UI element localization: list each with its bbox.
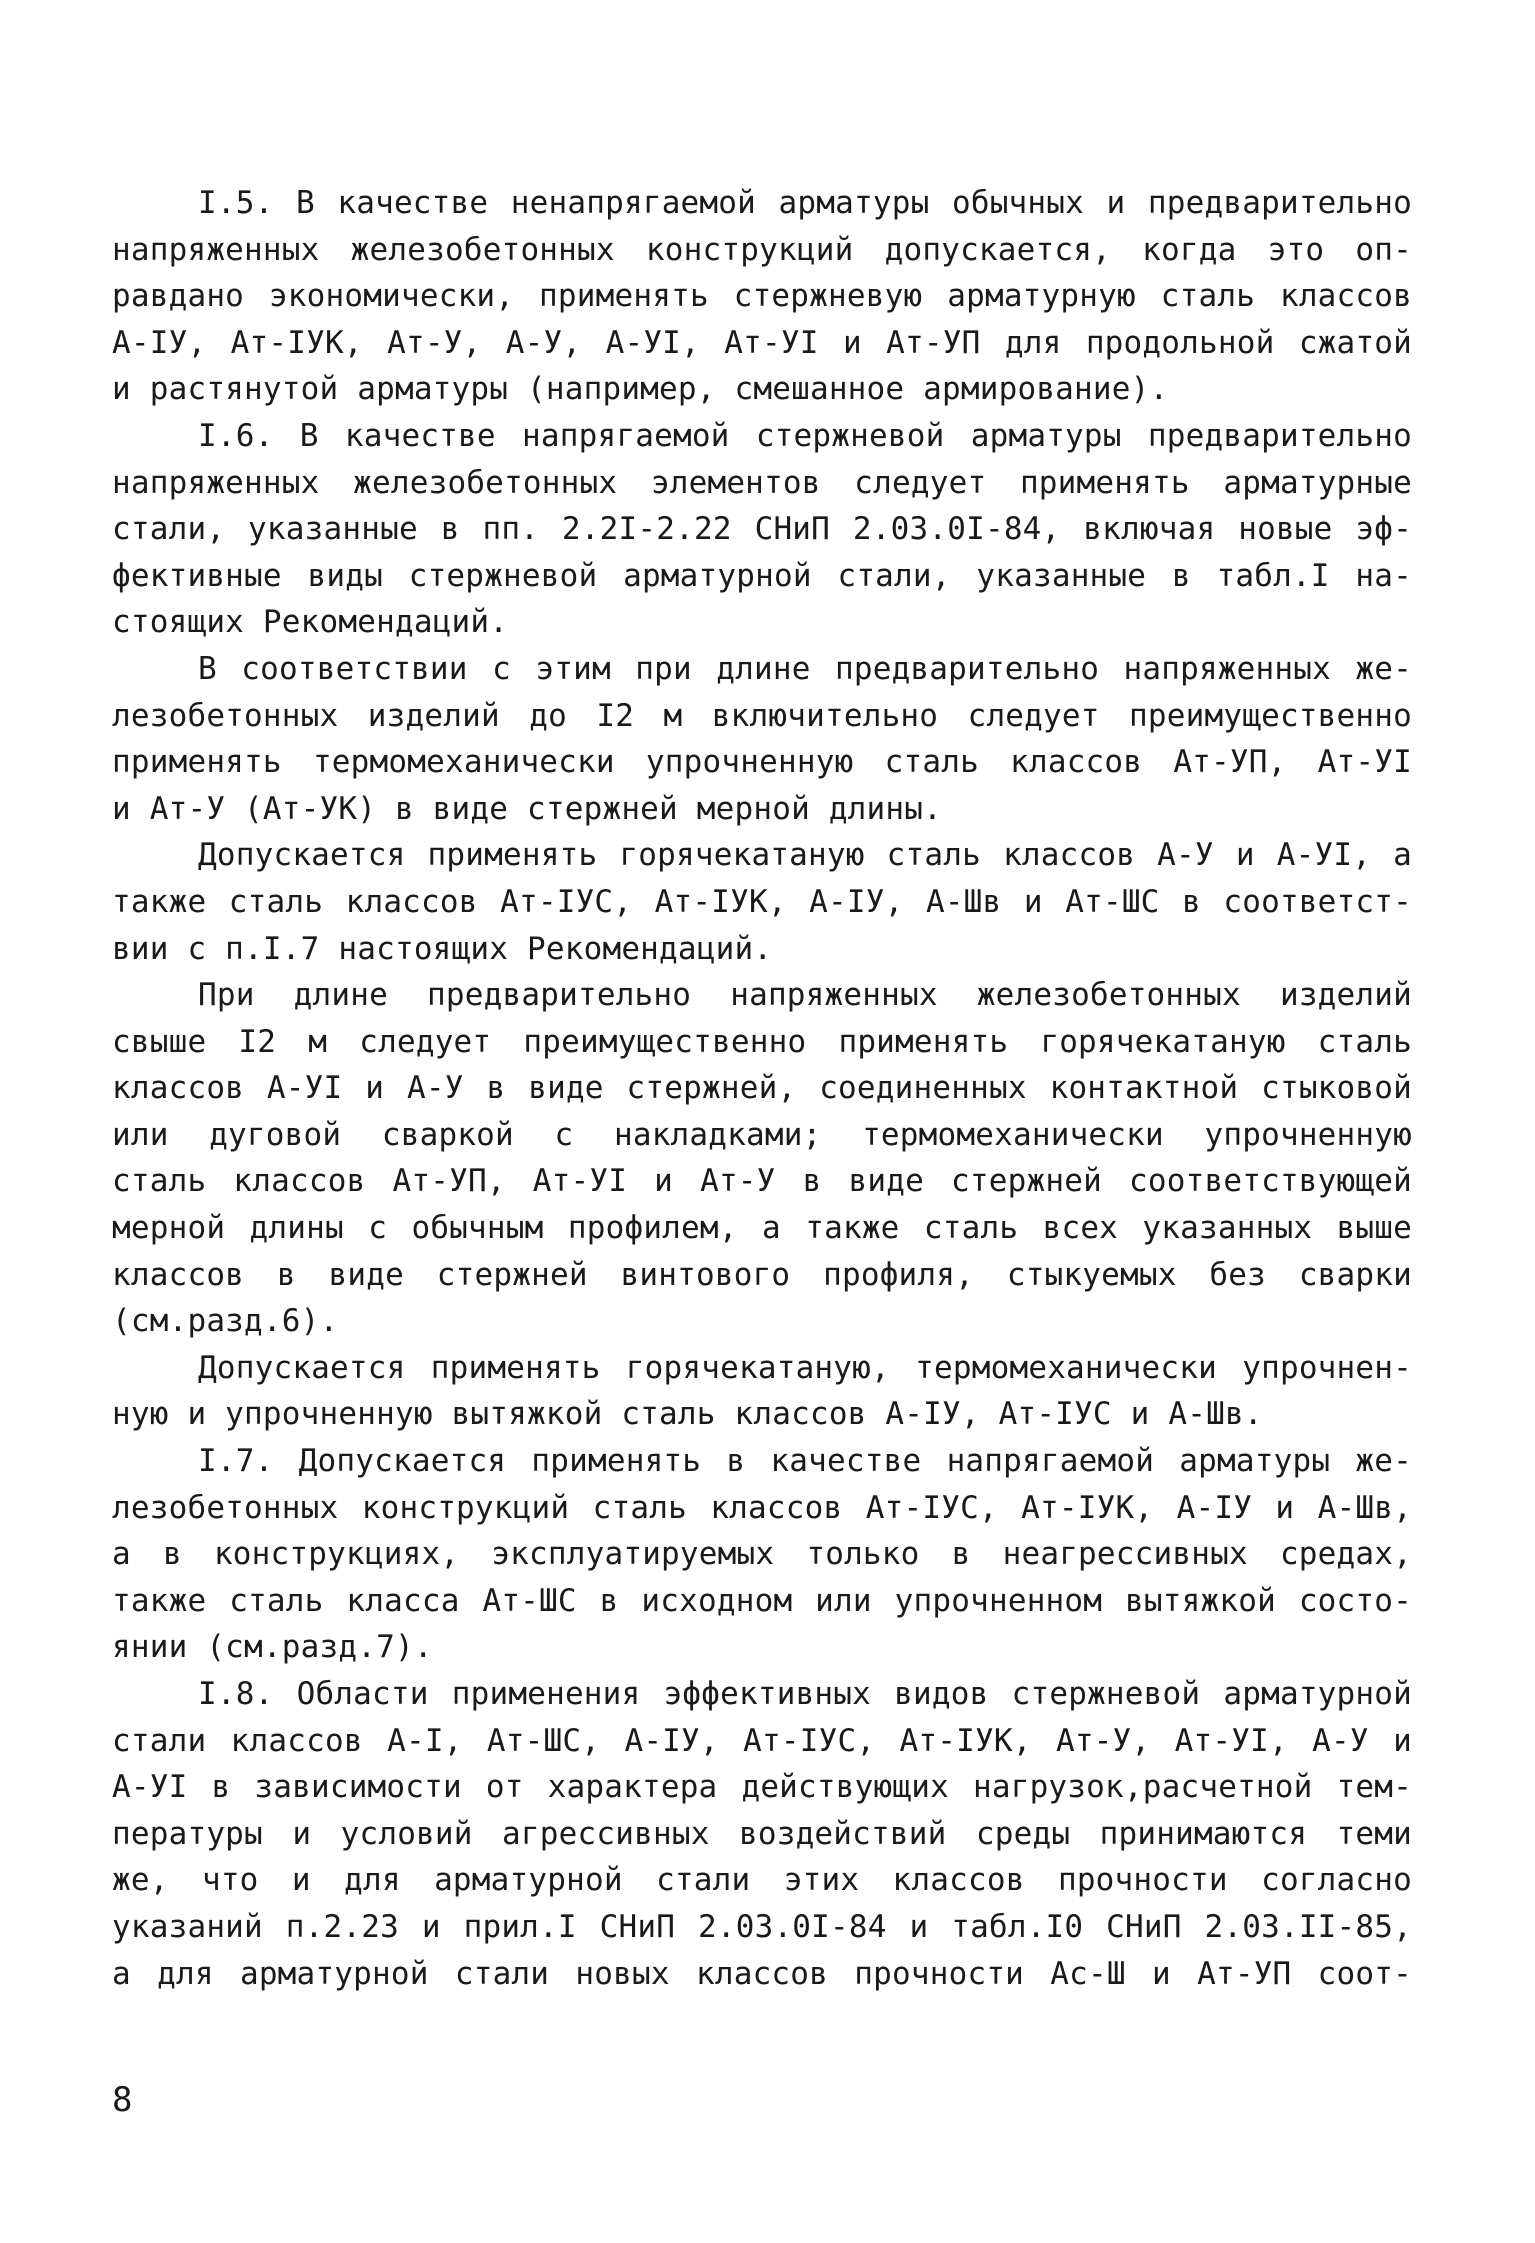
- text-line: При длине предварительно напряженных железобетонных изделий: [198, 977, 1412, 1014]
- text-line: вии с п.I.7 настоящих Рекомендаций.: [112, 930, 773, 967]
- text-line: и растянутой арматуры (например, смешанное армирование).: [112, 371, 1169, 408]
- text-line: лезобетонных конструкций сталь классов Ат-IУС, Ат-IУК, А-IУ и А-Шв,: [112, 1489, 1412, 1526]
- text-line: сталь классов Ат-УП, Ат-УI и Ат-У в виде стержней соответствующей: [112, 1163, 1412, 1200]
- document-body: [112, 180, 1412, 1997]
- text-line: ную и упрочненную вытяжкой сталь классов А-IУ, Ат-IУС и А-Шв.: [112, 1396, 1263, 1433]
- text-line: применять термомеханически упрочненную сталь классов Ат-УП, Ат-УI: [112, 744, 1412, 781]
- text-line: I.5. В качестве ненапрягаемой арматуры обычных и предварительно: [198, 185, 1412, 221]
- text-line: Допускается применять горячекатаную сталь классов А-У и А-УI, а: [198, 837, 1412, 874]
- text-line: стоящих Рекомендаций.: [112, 604, 509, 641]
- text-line: В соответствии с этим при длине предварительно напряженных же-: [198, 650, 1412, 687]
- text-line: или дуговой сваркой с накладками; термомеханически упрочненную: [112, 1116, 1412, 1153]
- text-line: указаний п.2.23 и прил.I СНиП 2.03.0I-84 и табл.I0 СНиП 2.03.II-85,: [112, 1908, 1412, 1945]
- text-line: стали классов А-I, Ат-ШС, А-IУ, Ат-IУС, Ат-IУК, Ат-У, Ат-УI, А-У и: [112, 1722, 1412, 1759]
- text-line: А-УI в зависимости от характера действующих нагрузок,расчетной тем-: [112, 1769, 1412, 1806]
- text-line: (см.разд.6).: [112, 1303, 339, 1340]
- text-line: классов А-УI и А-У в виде стержней, соединенных контактной стыковой: [112, 1070, 1412, 1107]
- text-line: I.6. В качестве напрягаемой стержневой арматуры предварительно: [198, 417, 1412, 454]
- text-line: а в конструкциях, эксплуатируемых только в неагрессивных средах,: [112, 1536, 1412, 1573]
- page-number: 8: [112, 2080, 133, 2120]
- text-line: фективные виды стержневой арматурной стали, указанные в табл.I на-: [112, 557, 1412, 594]
- text-line: пературы и условий агрессивных воздействий среды принимаются теми: [112, 1815, 1412, 1852]
- text-line: Допускается применять горячекатаную, термомеханически упрочнен-: [198, 1349, 1412, 1386]
- text-line: классов в виде стержней винтового профиля, стыкуемых без сварки: [112, 1256, 1412, 1293]
- text-line: также сталь класса Ат-ШС в исходном или упрочненном вытяжкой состо-: [112, 1582, 1412, 1619]
- text-line: напряженных железобетонных конструкций допускается, когда это оп-: [112, 231, 1412, 268]
- text-line: I.8. Области применения эффективных видов стержневой арматурной: [198, 1676, 1412, 1712]
- text-line: же, что и для арматурной стали этих классов прочности согласно: [112, 1862, 1412, 1899]
- text-line: свыше I2 м следует преимущественно применять горячекатаную сталь: [112, 1023, 1412, 1060]
- text-line: напряженных железобетонных элементов следует применять арматурные: [112, 464, 1412, 501]
- text-line: А-IУ, Ат-IУК, Ат-У, А-У, А-УI, Ат-УI и Ат-УП для продольной сжатой: [112, 324, 1412, 361]
- text-line: I.7. Допускается применять в качестве напрягаемой арматуры же-: [198, 1443, 1412, 1480]
- text-line: стали, указанные в пп. 2.2I-2.22 СНиП 2.03.0I-84, включая новые эф-: [112, 511, 1412, 548]
- text-line: янии (см.разд.7).: [112, 1629, 433, 1666]
- text-line: и Ат-У (Ат-УК) в виде стержней мерной длины.: [112, 790, 942, 827]
- text-line: равдано экономически, применять стержневую арматурную сталь классов: [112, 278, 1412, 315]
- text-line: лезобетонных изделий до I2 м включительно следует преимущественно: [112, 697, 1412, 734]
- text-line: мерной длины с обычным профилем, а также сталь всех указанных выше: [112, 1210, 1412, 1247]
- text-line: а для арматурной стали новых классов прочности Ас-Ш и Ат-УП соот-: [112, 1955, 1412, 1992]
- text-line: также сталь классов Ат-IУС, Ат-IУК, А-IУ, А-Шв и Ат-ШС в соответст-: [112, 883, 1412, 920]
